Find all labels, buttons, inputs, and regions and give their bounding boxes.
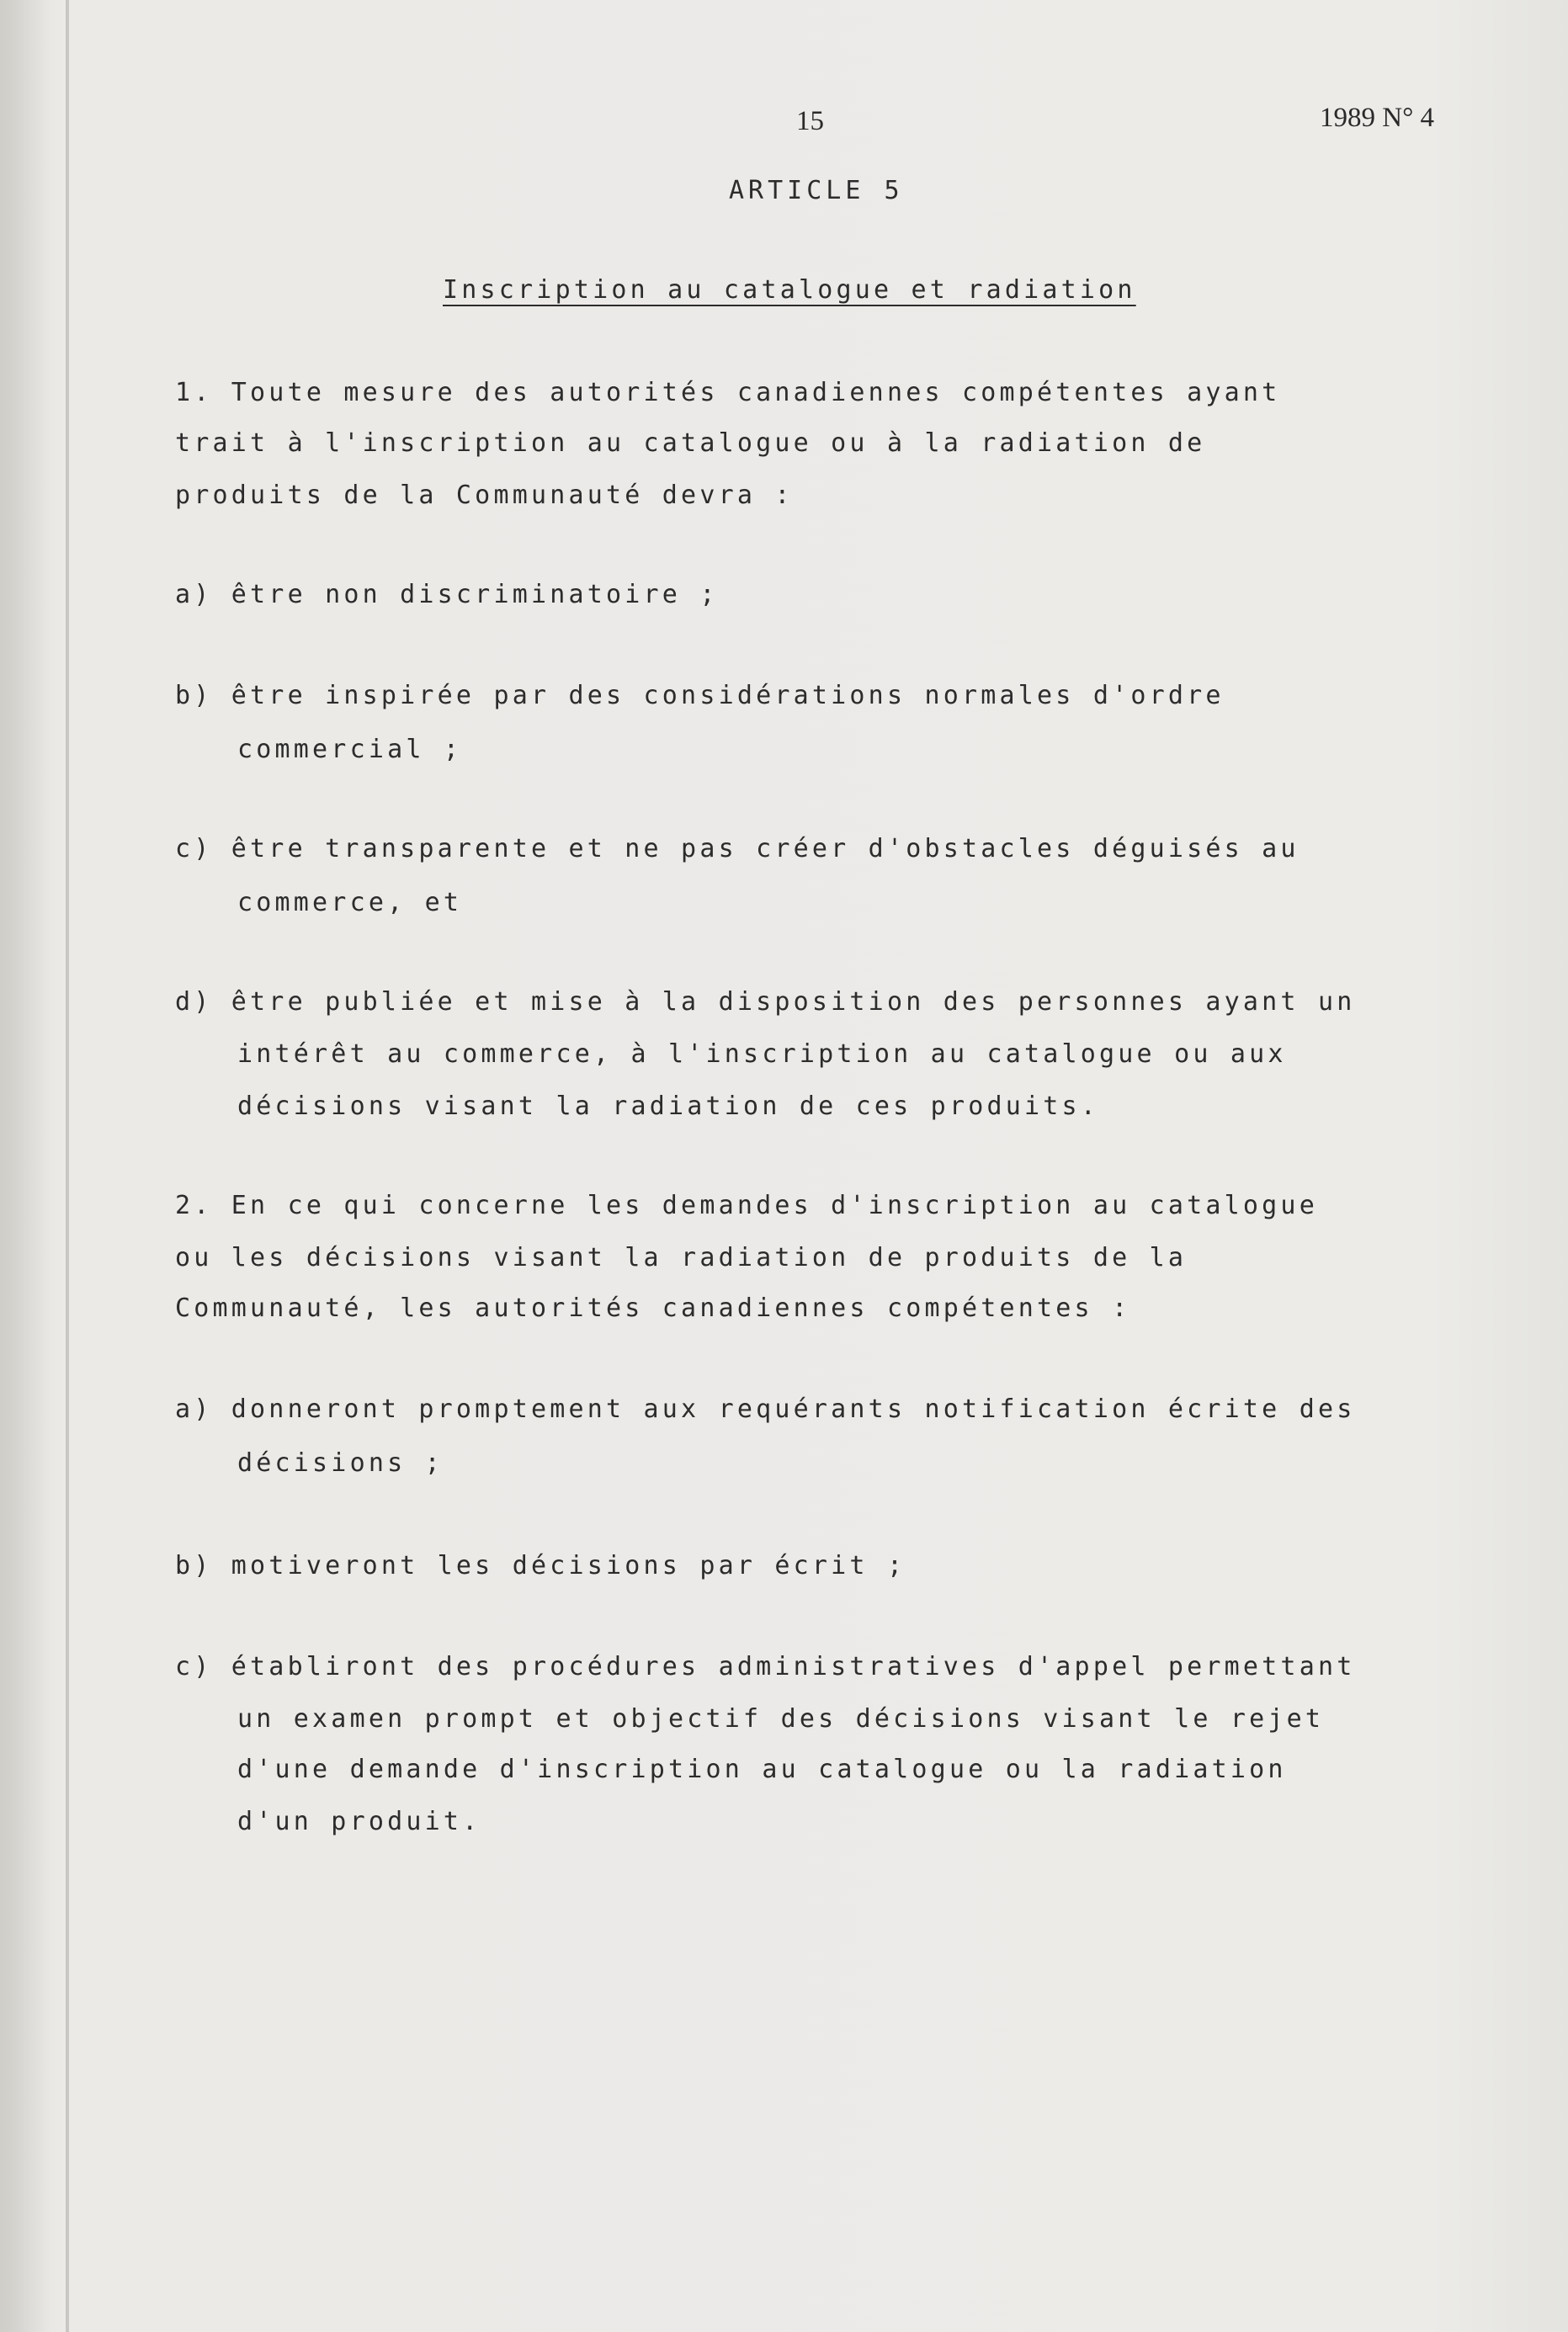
binding-shadow bbox=[0, 0, 50, 2332]
list-item-b-continued: commercial ; bbox=[237, 735, 463, 764]
list-item-d-continued: intérêt au commerce, à l'inscription au catalogue ou aux bbox=[237, 1039, 1287, 1069]
journal-reference: 1989 N° 4 bbox=[1320, 103, 1435, 133]
list-item-c-continued: d'un produit. bbox=[237, 1807, 481, 1836]
list-item-c-continued: un examen prompt et objectif des décisions visant le rejet bbox=[237, 1704, 1325, 1734]
body-line: trait à l'inscription au catalogue ou à la radiation de bbox=[175, 428, 1206, 458]
list-item-b: b) motiveront les décisions par écrit ; bbox=[175, 1551, 906, 1580]
list-item-a: a) être non discriminatoire ; bbox=[175, 580, 719, 609]
body-line: 2. En ce qui concerne les demandes d'inscription au catalogue bbox=[175, 1191, 1318, 1220]
list-item-c: c) établiront des procédures administratives d'appel permettant bbox=[175, 1652, 1356, 1681]
body-line: ou les décisions visant la radiation de produits de la bbox=[175, 1243, 1188, 1272]
binding-line bbox=[66, 0, 69, 2332]
list-item-c-continued: d'une demande d'inscription au catalogue ou la radiation bbox=[237, 1755, 1287, 1784]
list-item-b: b) être inspirée par des considérations normales d'ordre bbox=[175, 681, 1225, 710]
body-line: Communauté, les autorités canadiennes compétentes : bbox=[175, 1293, 1131, 1323]
list-item-a: a) donneront promptement aux requérants notification écrite des bbox=[175, 1394, 1356, 1424]
list-item-d-continued: décisions visant la radiation de ces produits. bbox=[237, 1092, 1100, 1121]
list-item-a-continued: décisions ; bbox=[237, 1448, 444, 1478]
list-item-c: c) être transparente et ne pas créer d'obstacles déguisés au bbox=[175, 834, 1300, 863]
section-title: Inscription au catalogue et radiation bbox=[443, 275, 1136, 305]
body-line: 1. Toute mesure des autorités canadiennes compétentes ayant bbox=[175, 378, 1281, 407]
body-line: produits de la Communauté devra : bbox=[175, 481, 794, 510]
list-item-c-continued: commerce, et bbox=[237, 888, 463, 917]
page-number: 15 bbox=[796, 106, 824, 136]
list-item-d: d) être publiée et mise à la disposition des personnes ayant un bbox=[175, 987, 1356, 1017]
article-title: ARTICLE 5 bbox=[729, 176, 904, 205]
